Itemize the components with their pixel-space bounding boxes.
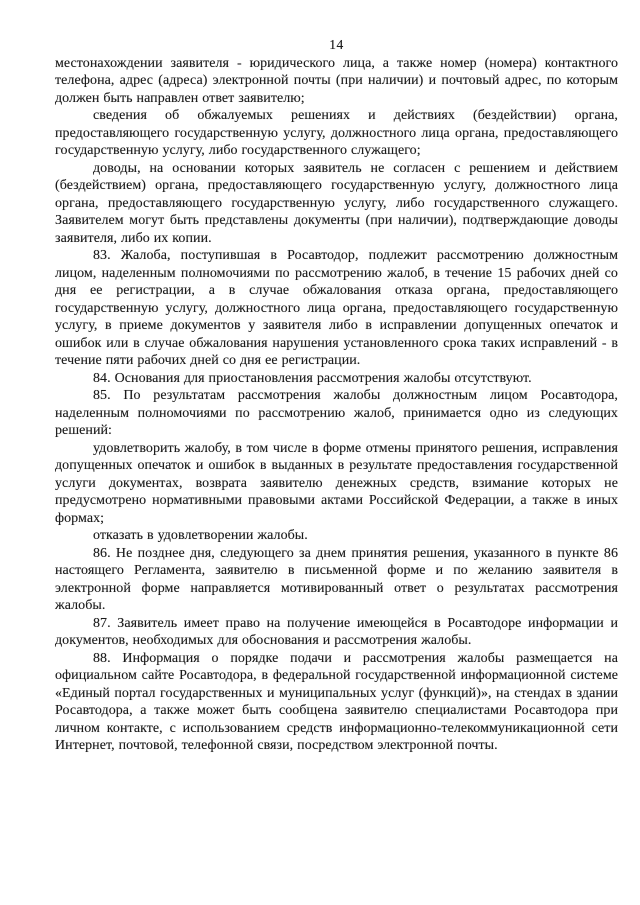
paragraph-clause-84: 84. Основания для приостановления рассмотрения жалобы отсутствуют.: [93, 370, 532, 386]
paragraph-clause-87: 87. Заявитель имеет право на получение имеющейся в Росавтодоре информации и документов, необходимых для обоснования и рассмотрения жалобы.: [55, 615, 618, 648]
paragraph-decision-refuse: отказать в удовлетворении жалобы.: [93, 528, 308, 543]
paragraph-clause-88: 88. Информация о порядке подачи и рассмотрения жалобы размещается на официальном сайте Росавтодора, в федеральной государственной информационной системе «Единый портал государственных и муниципальных услуг (функций)», на стендах в здании Росавтодора, а также может быть сообщена заявителю специалистами Росавтодора при личном контакте, с использованием средств информационно-телекоммуникационной сети Интернет, почтовой, телефонной связи, посредством электронной почты.: [55, 650, 618, 753]
paragraph-appeal-arguments: доводы, на основании которых заявитель не согласен с решением и действием (бездействием) органа, предоставляющего государственную услугу, должностного лица органа, предоставляющего государственную услугу, либо государственного служащего. Заявителем могут быть представлены документы (при наличии), подтверждающие доводы заявителя, либо их копии.: [55, 160, 618, 246]
paragraph-decision-satisfy: удовлетворить жалобу, в том числе в форме отмены принятого решения, исправления допущенных опечаток и ошибок в выданных в результате предоставления государственной услуги документах, возврата заявителю денежных средств, взимание которых не предусмотрено нормативными правовыми актами Российской Федерации, а также в иных формах;: [55, 440, 618, 526]
paragraph-clause-86: 86. Не позднее дня, следующего за днем принятия решения, указанного в пункте 86 настоящего Регламента, заявителю в письменной форме и по желанию заявителя в электронной форме направляется мотивированный ответ о результатах рассмотрения жалобы.: [55, 545, 618, 613]
paragraph-clause-83: 83. Жалоба, поступившая в Росавтодор, подлежит рассмотрению должностным лицом, наделенным полномочиями по рассмотрению жалоб, в течение 15 рабочих дней со дня ее регистрации, а в случае обжалования отказа органа, предоставляющего государственную услугу, должностного лица органа, предоставляющего государственную услугу, в приеме документов у заявителя либо в исправлении допущенных опечаток и ошибок или в случае обжалования нарушения установленного срока таких исправлений - в течение пяти рабочих дней со дня ее регистрации.: [55, 248, 618, 368]
document-body: [55, 55, 618, 755]
paragraph-82-continuation: местонахождении заявителя - юридического лица, а также номер (номера) контактного телефона, адрес (адреса) электронной почты (при наличии) и почтовый адрес, по которым должен быть направлен ответ заявителю;: [55, 55, 618, 106]
paragraph-clause-85: 85. По результатам рассмотрения жалобы должностным лицом Росавтодора, наделенным полномочиями по рассмотрению жалоб, принимается одно из следующих решений:: [55, 388, 618, 438]
paragraph-appeal-details: сведения об обжалуемых решениях и действиях (бездействии) органа, предоставляющего государственную услугу, должностного лица органа, предоставляющего государственную услугу, либо государственного служащего;: [55, 108, 618, 158]
page-number: 14: [329, 37, 344, 52]
